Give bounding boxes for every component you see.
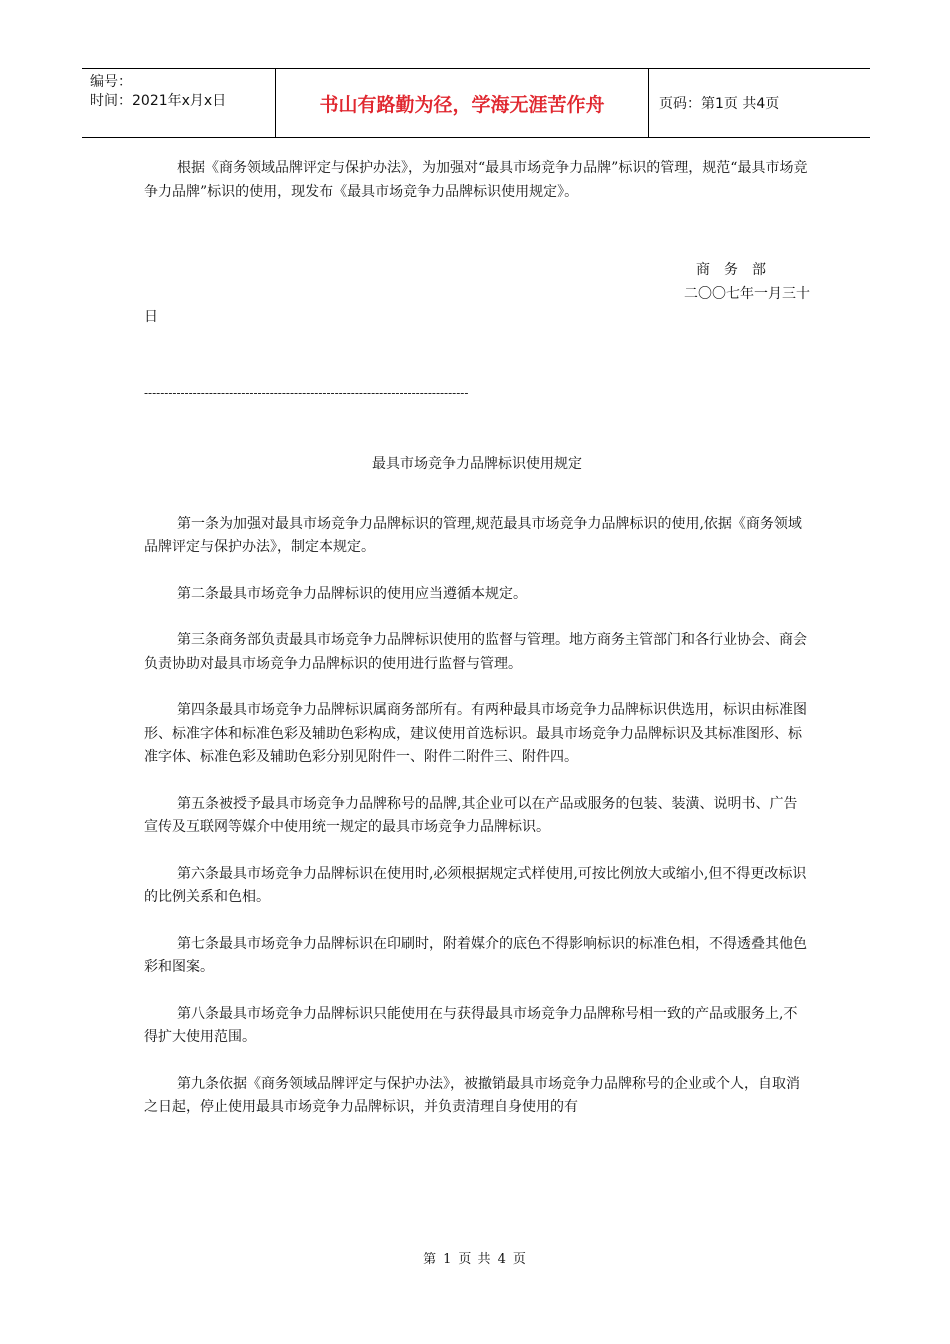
separator-line: -------------------------------------------------------------------------------- (144, 385, 469, 400)
footer-total-pages: 4 (497, 1252, 507, 1267)
document-body (144, 157, 810, 1143)
header-page-info: 页码：第1页 共4页 (659, 96, 780, 112)
signature-date-tail: 日 (144, 309, 158, 325)
article-2: 第二条最具市场竞争力品牌标识的使用应当遵循本规定。 (177, 585, 527, 602)
intro-paragraph: 根据《商务领域品牌评定与保护办法》，为加强对“最具市场竞争力品牌”标识的管理，规范“最具市场竞争力品牌”标识的使用，现发布《最具市场竞争力品牌标识使用规定》。 (144, 160, 808, 200)
signature-date: 二〇〇七年一月三十 (684, 285, 810, 302)
footer-middle: 页 共 (458, 1252, 492, 1267)
footer-suffix: 页 (512, 1252, 527, 1267)
article-4: 第四条最具市场竞争力品牌标识属商务部所有。有两种最具市场竞争力品牌标识供选用，标识由标准图形、标准字体和标准色彩及辅助色彩构成，建议使用首选标识。最具市场竞争力品牌标识及其标准图形、标准字体、标准色彩及辅助色彩分别见附件一、附件二附件三、附件四。 (144, 702, 807, 765)
article-9: 第九条依据《商务领域品牌评定与保护办法》，被撤销最具市场竞争力品牌称号的企业或个人，自取消之日起，停止使用最具市场竞争力品牌标识，并负责清理自身使用的有 (144, 1075, 800, 1115)
number-label: 编号： (90, 74, 132, 90)
page-header (82, 68, 870, 138)
time-label: 时间：2021年x月x日 (90, 93, 227, 109)
article-1: 第一条为加强对最具市场竞争力品牌标识的管理,规范最具市场竞争力品牌标识的使用,依据《商务领域品牌评定与保护办法》，制定本规定。 (144, 515, 802, 555)
header-meta (82, 69, 276, 137)
footer-prefix: 第 (423, 1252, 438, 1267)
footer-page-number: 1 (443, 1252, 453, 1267)
page-footer (0, 1248, 950, 1267)
document-title: 最具市场竞争力品牌标识使用规定 (372, 456, 582, 472)
article-5: 第五条被授予最具市场竞争力品牌称号的品牌,其企业可以在产品或服务的包装、装潢、说明书、广告宣传及互联网等媒介中使用统一规定的最具市场竞争力品牌标识。 (144, 795, 798, 835)
article-8: 第八条最具市场竞争力品牌标识只能使用在与获得最具市场竞争力品牌称号相一致的产品或服务上,不得扩大使用范围。 (144, 1005, 798, 1045)
article-6: 第六条最具市场竞争力品牌标识在使用时,必须根据规定式样使用,可按比例放大或缩小,但不得更改标识的比例关系和色相。 (144, 865, 807, 905)
signature-org: 商务部 (696, 262, 780, 278)
header-motto: 书山有路勤为径，学海无涯苦作舟 (276, 69, 649, 137)
article-3: 第三条商务部负责最具市场竞争力品牌标识使用的监督与管理。地方商务主管部门和各行业协会、商会负责协助对最具市场竞争力品牌标识的使用进行监督与管理。 (144, 632, 807, 672)
article-7: 第七条最具市场竞争力品牌标识在印刷时，附着媒介的底色不得影响标识的标准色相，不得透叠其他色彩和图案。 (144, 935, 807, 975)
